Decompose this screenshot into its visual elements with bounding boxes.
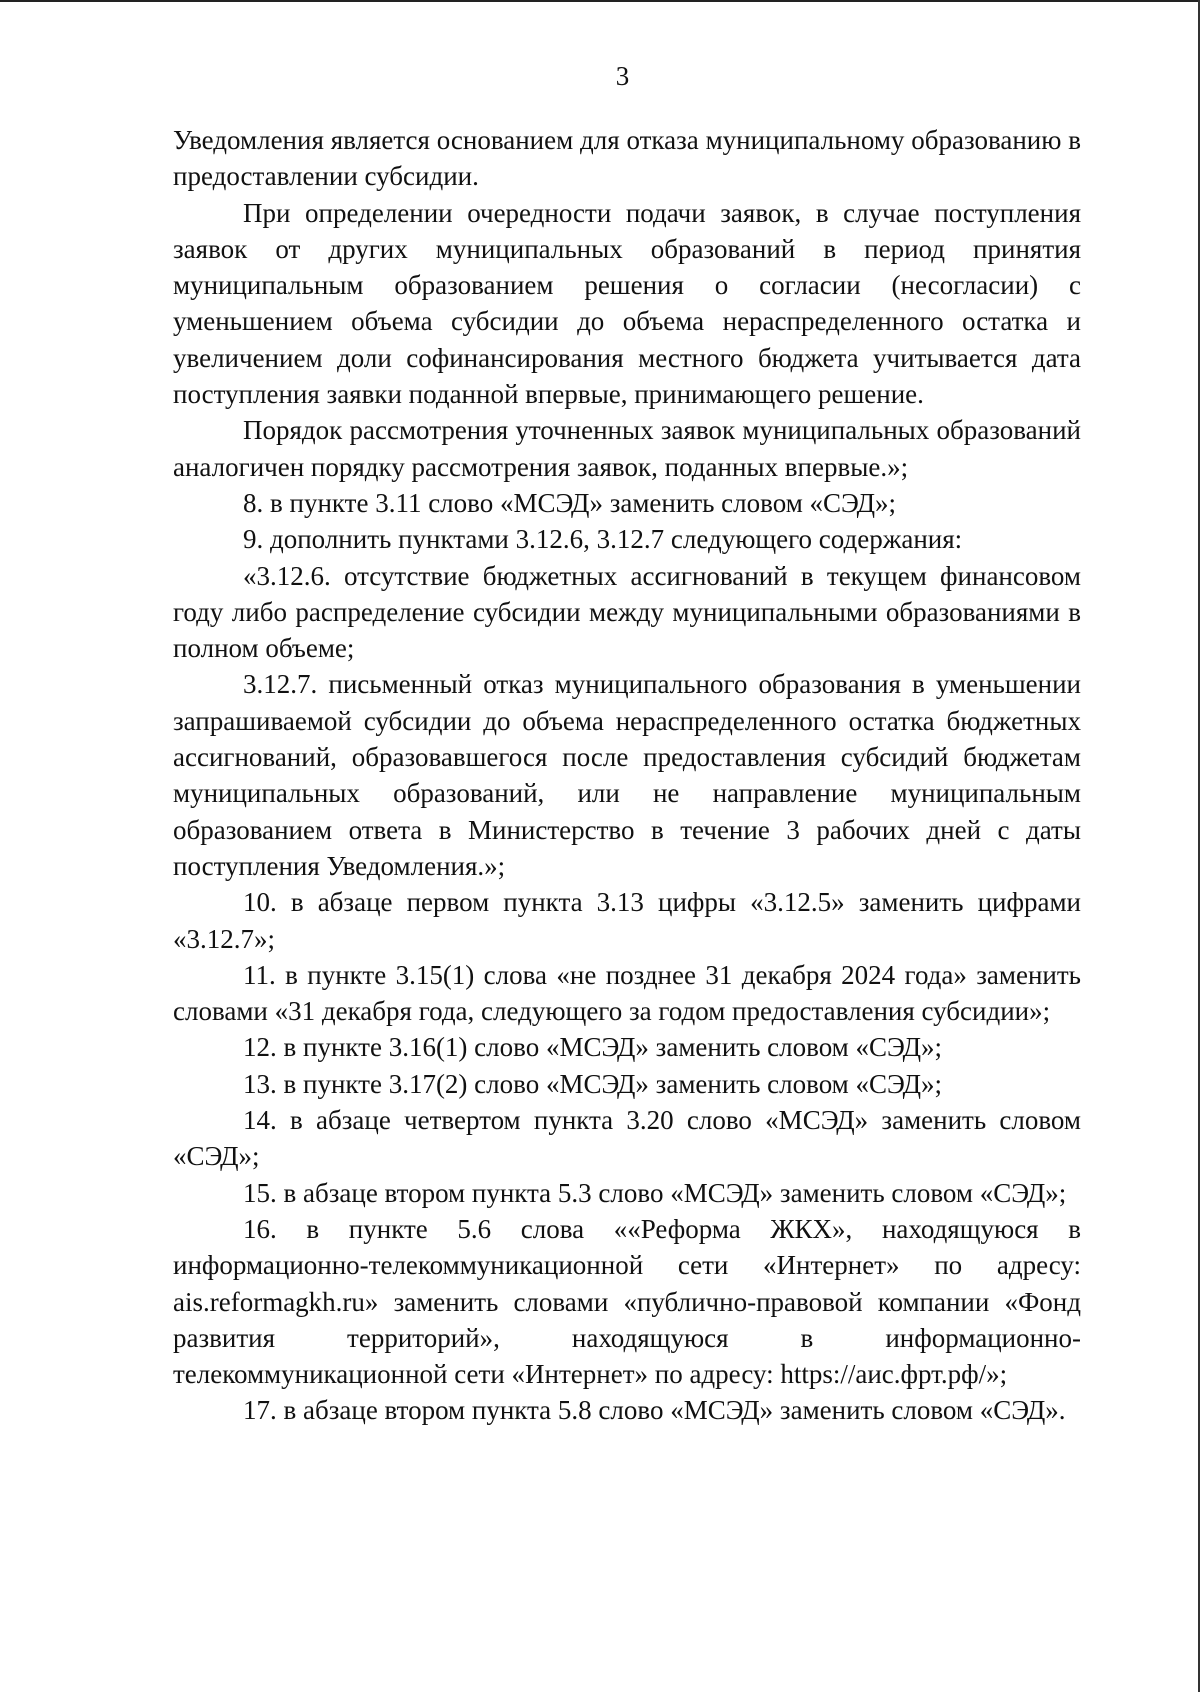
- amendment-item-10: 10. в абзаце первом пункта 3.13 цифры «3.12.5» заменить цифрами «3.12.7»;: [173, 887, 1081, 954]
- paragraph-priority-rule: При определении очередности подачи заявок, в случае поступления заявок от других муниципальных образований в период принятия муниципальным образованием решения о согласии (несогласии) с уменьшением объема субсидии до объема нераспределенного остатка и увеличением доли софинансирования местного бюджета учитывается дата поступления заявки поданной впервые, принимающего решение.: [173, 197, 1081, 410]
- amendment-item-11: 11. в пункте 3.15(1) слова «не позднее 31 декабря 2024 года» заменить словами «31 декабря года, следующего за годом предоставления субсидии»;: [173, 959, 1081, 1027]
- amendment-item-8: 8. в пункте 3.11 слово «МСЭД» заменить словом «СЭД»;: [243, 487, 897, 518]
- document-body: [173, 122, 1081, 1429]
- amendment-item-9: 9. дополнить пунктами 3.12.6, 3.12.7 следующего содержания:: [243, 524, 963, 555]
- amendment-item-14: 14. в абзаце четвертом пункта 3.20 слово «МСЭД» заменить словом «СЭД»;: [173, 1105, 1081, 1172]
- amendment-item-12: 12. в пункте 3.16(1) слово «МСЭД» заменить словом «СЭД»;: [243, 1032, 942, 1063]
- amendment-item-17: 17. в абзаце втором пункта 5.8 слово «МСЭД» заменить словом «СЭД».: [243, 1395, 1066, 1426]
- amendment-item-16: 16. в пункте 5.6 слова ««Реформа ЖКХ», находящуюся в информационно-телекоммуникационной сети «Интернет» по адресу: ais.reformagkh.ru» заменить словами «публично-правовой компании «Фонд развития территорий», находящуюся в информационно-телекоммуникационной сети «Интернет» по адресу: https://аис.фрт.рф/»;: [173, 1213, 1081, 1390]
- paragraph-continuation: Уведомления является основанием для отказа муниципальному образованию в предоставлении субсидии.: [173, 125, 1081, 192]
- scan-edge-top: [0, 0, 1200, 2]
- amendment-item-15: 15. в абзаце втором пункта 5.3 слово «МСЭД» заменить словом «СЭД»;: [243, 1177, 1067, 1208]
- clause-3-12-6: «3.12.6. отсутствие бюджетных ассигнований в текущем финансовом году либо распределение субсидии между муниципальными образованиями в полном объеме;: [173, 560, 1081, 664]
- amendment-item-13: 13. в пункте 3.17(2) слово «МСЭД» заменить словом «СЭД»;: [243, 1068, 942, 1099]
- paragraph-review-procedure: Порядок рассмотрения уточненных заявок муниципальных образований аналогичен порядку рассмотрения заявок, поданных впервые.»;: [173, 415, 1081, 482]
- page-number: 3: [615, 61, 630, 91]
- clause-3-12-7: 3.12.7. письменный отказ муниципального образования в уменьшении запрашиваемой субсидии до объема нераспределенного остатка бюджетных ассигнований, образовавшегося после предоставления субсидий бюджетам муниципальных образований, или не направление муниципальным образованием ответа в Министерство в течение 3 рабочих дней с даты поступления Уведомления.»;: [173, 669, 1081, 881]
